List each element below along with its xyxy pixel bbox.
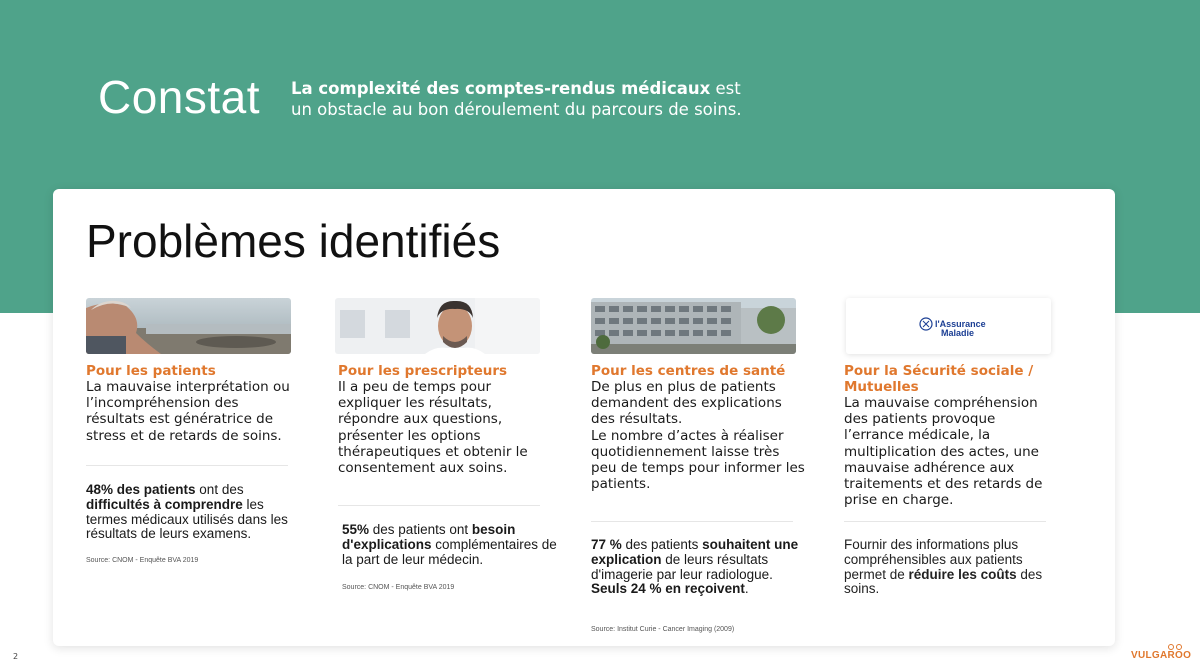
stat-part: difficultés à comprendre <box>86 496 243 512</box>
logo-line1: l'Assurance <box>935 319 986 329</box>
column-centres-sante <box>591 298 806 492</box>
stat-part: besoin d'explications <box>342 522 516 552</box>
page-number: 2 <box>13 652 19 661</box>
divider <box>591 521 793 522</box>
stat-part: Seuls 24 % en reçoivent <box>591 581 745 597</box>
stat-part: les termes médicaux utilisés dans les résultats de leurs examens. <box>86 496 288 542</box>
stat-part: 48% des patients <box>86 482 196 497</box>
column-securite-sociale <box>844 298 1059 508</box>
divider <box>338 505 540 506</box>
intro-bold: La complexité des comptes-rendus médicaux <box>291 79 711 98</box>
column-title: Pour les centres de santé <box>591 363 786 379</box>
stat-part: Fournir des informations plus compréhensibles aux patients permet de <box>844 537 1023 582</box>
column-text: Il a peu de temps pour expliquer les résultats, répondre aux questions, présenter les options thérapeutiques et obtenir le consentement aux soins. <box>338 379 528 477</box>
divider <box>86 465 288 466</box>
vulgaroo-eyes-icon <box>1167 643 1183 650</box>
assurance-maladie-logo <box>846 298 1051 354</box>
stat-part: . <box>744 581 749 597</box>
stat-part: 77 % <box>591 537 622 552</box>
doctor-photo <box>335 298 540 354</box>
card-title: Problèmes identifiés <box>86 215 501 267</box>
hospital-photo <box>591 298 796 354</box>
column-title: Pour la Sécurité sociale / Mutuelles <box>844 363 1034 395</box>
intro-text <box>291 78 761 120</box>
logo-line2: Maladie <box>941 328 975 338</box>
column-text: La mauvaise interprétation ou l’incompréhension des résultats est génératrice de stress et de retards de soins. <box>86 379 290 444</box>
stat-part: 55% <box>342 522 370 537</box>
stat-part: souhaitent une explication <box>591 537 799 567</box>
column-text: De plus en plus de patients demandent des explications des résultats. Le nombre d’actes à réaliser quotidiennement laisse très peu de temps pour informer les patients. <box>591 379 805 493</box>
stat-part: complémentaires de la part de leur médecin. <box>342 536 557 567</box>
stat-part: ont des <box>195 482 244 497</box>
column-patients <box>86 298 301 444</box>
source-note: Source: CNOM - Enquête BVA 2019 <box>86 557 199 564</box>
brand-logo: VULGAROO <box>1131 650 1192 661</box>
stat-text <box>591 538 806 597</box>
intro-rest: est un obstacle au bon déroulement du parcours de soins. <box>291 79 742 119</box>
source-note: Source: Institut Curie - Cancer Imaging (2009) <box>591 626 735 633</box>
stat-part: des soins. <box>844 566 1043 597</box>
stat-part: réduire les coûts <box>908 566 1017 582</box>
column-title: Pour les prescripteurs <box>338 363 508 379</box>
column-prescripteurs <box>338 298 553 476</box>
column-title: Pour les patients <box>86 363 216 379</box>
section-title: Constat <box>98 71 261 123</box>
patients-photo <box>86 298 291 354</box>
divider <box>844 521 1046 522</box>
source-note: Source: CNOM - Enquête BVA 2019 <box>342 584 455 591</box>
stat-text <box>342 523 557 567</box>
stat-part: des patients <box>621 537 703 552</box>
column-text: La mauvaise compréhension des patients provoque l’errance médicale, la multiplication des actes, une mauvaise adhérence aux traitements et des retards de prise en charge. <box>844 395 1043 509</box>
stat-part: des patients ont <box>369 522 472 537</box>
stat-text <box>844 538 1059 597</box>
stat-text <box>86 483 301 542</box>
stat-part: de leurs résultats d'imagerie par leur radiologue. <box>591 551 773 582</box>
